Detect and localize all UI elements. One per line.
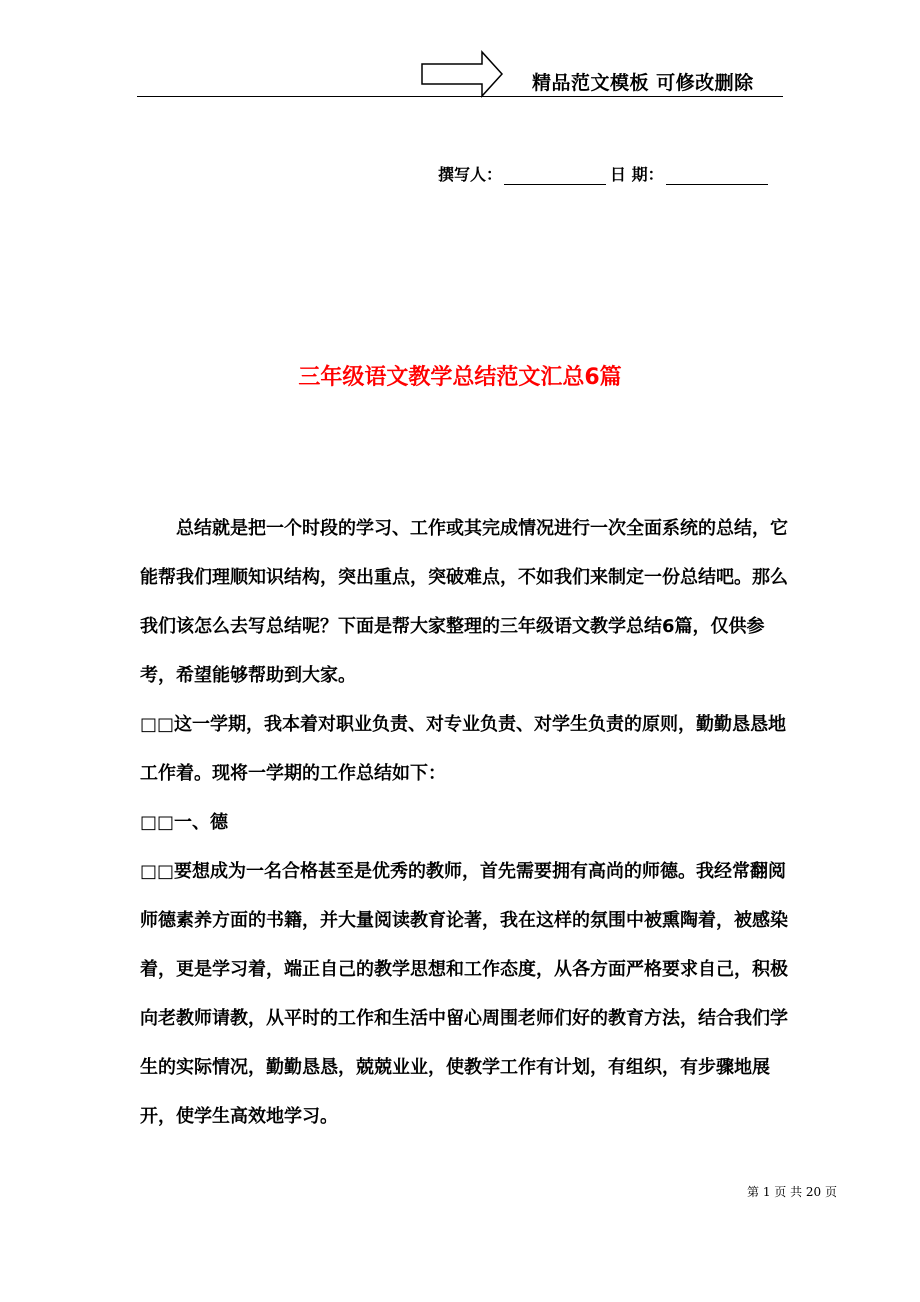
paragraph-virtue: □□要想成为一名合格甚至是优秀的教师，首先需要拥有高尚的师德。我经常翻阅师德素养方面的书籍，并大量阅读教育论著，我在这样的氛围中被熏陶着，被感染着，更是学习着，端正自己的教学思想和工作态度，从各方面严格要求自己，积极向老教师请教，从平时的工作和生活中留心周围老师们好的教育方法，结合我们学生的实际情况，勤勤恳恳，兢兢业业，使教学工作有计划，有组织，有步骤地展开，使学生高效地学习。 (140, 861, 788, 1127)
section-heading-virtue: □□一、德 (140, 812, 229, 833)
paragraph-semester: □□这一学期，我本着对职业负责、对专业负责、对学生负责的原则，勤勤恳恳地工作着。现将一学期的工作总结如下： (140, 714, 787, 784)
author-label: 撰写人： (438, 165, 503, 184)
document-title: 三年级语文教学总结范文汇总6篇 (298, 365, 622, 390)
header-divider (137, 96, 783, 97)
date-label: 日 期： (610, 165, 664, 184)
header-title: 精品范文模板 可修改删除 (532, 72, 754, 94)
author-date-line (438, 162, 772, 185)
intro-paragraph: 总结就是把一个时段的学习、工作或其完成情况进行一次全面系统的总结，它能帮我们理顺知识结构，突出重点，突破难点，不如我们来制定一份总结吧。那么我们该怎么去写总结呢？下面是帮大家整理的三年级语文教学总结6篇，仅供参考，希望能够帮助到大家。 (140, 518, 788, 686)
arrow-icon (420, 50, 504, 98)
document-body (140, 504, 790, 1141)
date-blank (666, 166, 768, 185)
page-number: 第 1 页 共 20 页 (747, 1185, 837, 1199)
author-blank (504, 166, 606, 185)
